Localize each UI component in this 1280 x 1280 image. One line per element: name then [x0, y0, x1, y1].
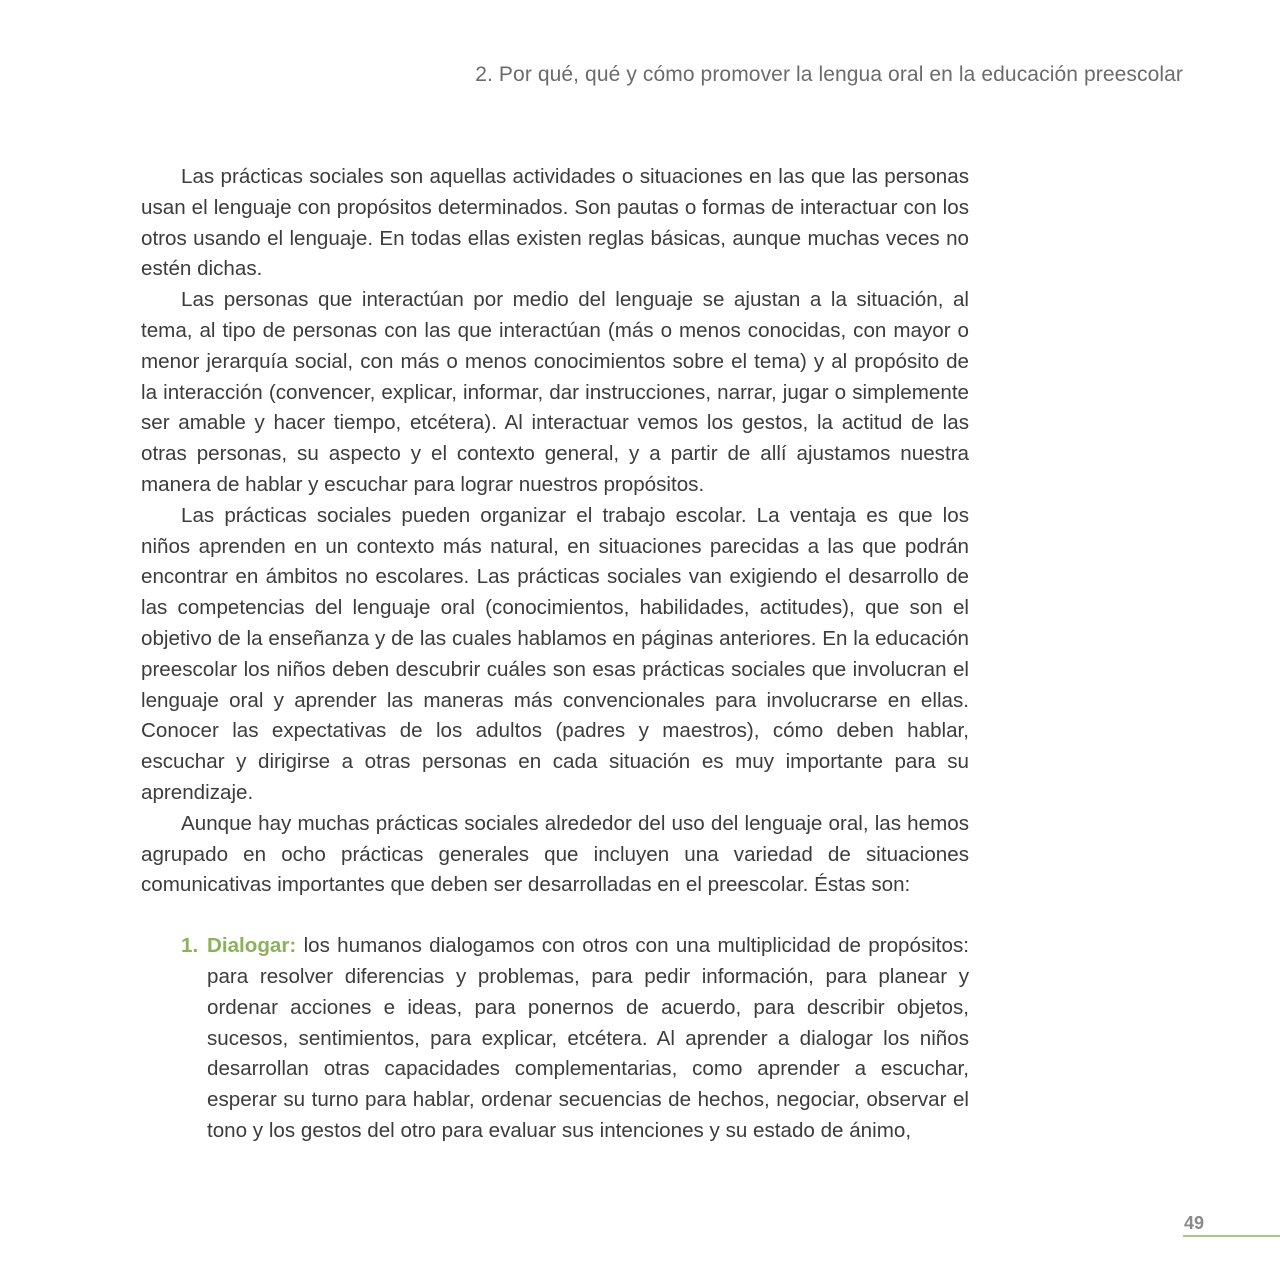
paragraph: Las prácticas sociales son aquellas actividades o situaciones en las que las personas usan el lenguaje con propósitos determinados. Son pautas o formas de interactuar con los otros usando el lenguaje. En todas ellas existen reglas básicas, aunque muchas veces no estén dichas.	[141, 165, 969, 281]
list-item-term: Dialogar:	[207, 934, 297, 958]
paragraph: Las prácticas sociales pueden organizar el trabajo escolar. La ventaja es que los niños aprenden en un contexto más natural, en situaciones parecidas a las que podrán encontrar en ámbitos no escolares. Las prácticas sociales van exigiendo el desarrollo de las competencias del lenguaje oral (conocimientos, habilidades, actitudes), que son el objetivo de la enseñanza y de las cuales hablamos en páginas anteriores. En la educación preescolar los niños deben descubrir cuáles son esas prácticas sociales que involucran el lenguaje oral y aprender las maneras más convencionales para involucrarse en ellas. Conocer las expectativas de los adultos (padres y maestros), cómo deben hablar, escuchar y dirigirse a otras personas en cada situación es muy importante para su aprendizaje.	[141, 503, 969, 804]
page-number-rule	[1183, 1235, 1280, 1237]
list-item-text: los humanos dialogamos con otros con una multiplicidad de propósitos: para resolver diferencias y problemas, para pedir información, para planear y ordenar acciones e ideas, para ponernos de acuerdo, para describir objetos, sucesos, sentimientos, para explicar, etcétera. Al aprender a dialogar los niños desarrollan otras capacidades complementarias, como aprender a escuchar, esperar su turno para hablar, ordenar secuencias de hechos, negociar, observar el tono y los gestos del otro para evaluar sus intenciones y su estado de ánimo,	[207, 934, 969, 1142]
running-header: 2. Por qué, qué y cómo promover la lengua oral en la educación preescolar	[475, 63, 1183, 86]
list-item-number: 1.	[181, 934, 199, 958]
page-number: 49	[1184, 1213, 1205, 1233]
main-text	[141, 162, 969, 1147]
paragraph: Las personas que interactúan por medio del lenguaje se ajustan a la situación, al tema, al tipo de personas con las que interactúan (más o menos conocidas, con mayor o menor jerarquía social, con más o menos conocimientos sobre el tema) y al propósito de la interacción (convencer, explicar, informar, dar instrucciones, narrar, jugar o simplemente ser amable y hacer tiempo, etcétera). Al interactuar vemos los gestos, la actitud de las otras personas, su aspecto y el contexto general, y a partir de allí ajustamos nuestra manera de hablar y escuchar para lograr nuestros propósitos.	[141, 288, 969, 496]
paragraph: Aunque hay muchas prácticas sociales alrededor del uso del lenguaje oral, las hemos agrupado en ocho prácticas generales que incluyen una variedad de situaciones comunicativas importantes que deben ser desarrolladas en el preescolar. Éstas son:	[141, 811, 969, 897]
practices-list	[141, 931, 969, 1147]
list-item	[141, 931, 969, 1147]
